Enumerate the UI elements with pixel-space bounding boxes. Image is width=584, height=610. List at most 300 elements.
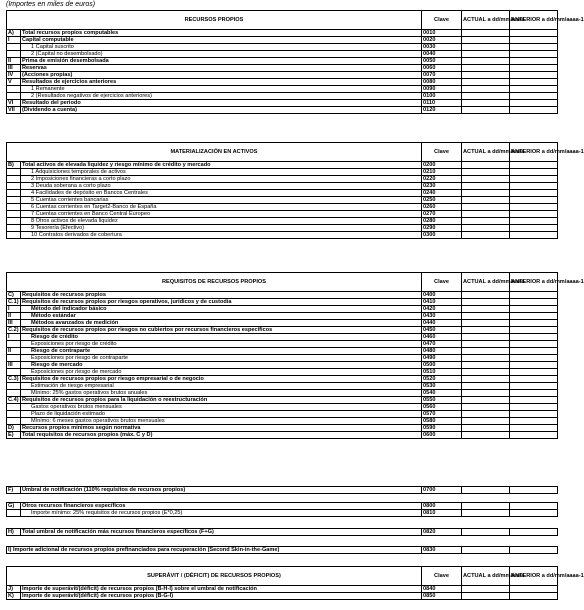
- row-code: 0470: [422, 341, 462, 348]
- recursos-propios-table: [6, 10, 584, 114]
- table-row: [7, 183, 558, 190]
- table-row: [7, 586, 558, 593]
- actual-value-cell[interactable]: [462, 306, 510, 313]
- actual-value-cell[interactable]: [462, 425, 510, 432]
- row-key: VI: [7, 100, 21, 107]
- row-description: Total requisitos de recursos propios (máx. C y D): [21, 432, 422, 439]
- row-code: 0060: [422, 65, 462, 72]
- actual-value-cell[interactable]: [462, 65, 510, 72]
- row-code: 0800: [422, 503, 462, 510]
- actual-value-cell[interactable]: [462, 93, 510, 100]
- table-row: [7, 510, 558, 517]
- row-code: 0810: [422, 510, 462, 517]
- row-code: 0230: [422, 183, 462, 190]
- row-key: II: [7, 348, 21, 355]
- anterior-value-cell[interactable]: [510, 162, 558, 169]
- table-row: [7, 369, 558, 376]
- clave-header: Clave: [422, 567, 462, 586]
- single-0-table: [6, 486, 558, 494]
- row-code: 0200: [422, 162, 462, 169]
- row-code: 0220: [422, 176, 462, 183]
- actual-value-cell[interactable]: [462, 232, 510, 239]
- row-key: D): [7, 425, 21, 432]
- row-code: 0010: [422, 30, 462, 37]
- row-code: 0830: [422, 547, 462, 554]
- row-description: Riesgo de crédito: [21, 334, 422, 341]
- table-row: [7, 218, 558, 225]
- row-key: [7, 169, 21, 176]
- row-description: Total recursos propios computables: [21, 30, 422, 37]
- actual-value-cell[interactable]: [462, 404, 510, 411]
- anterior-value-cell[interactable]: [510, 348, 558, 355]
- actual-value-cell[interactable]: [462, 432, 510, 439]
- actual-value-cell[interactable]: [462, 44, 510, 51]
- table-row: [7, 37, 558, 44]
- clave-header: Clave: [422, 143, 462, 162]
- table-row: [7, 327, 558, 334]
- row-key: II: [7, 58, 21, 65]
- actual-value-cell[interactable]: [462, 390, 510, 397]
- anterior-value-cell[interactable]: [510, 37, 558, 44]
- row-code: 0430: [422, 313, 462, 320]
- row-code: 0600: [422, 432, 462, 439]
- actual-value-cell[interactable]: [462, 529, 510, 536]
- row-key: [7, 383, 21, 390]
- actual-value-cell[interactable]: [462, 292, 510, 299]
- table-row: [7, 65, 558, 72]
- row-key: G): [7, 503, 21, 510]
- row-key: [7, 510, 21, 517]
- row-description: Mínimo: 25% gastos operativos brutos anuales: [21, 390, 422, 397]
- row-code: 0460: [422, 334, 462, 341]
- actual-value-cell[interactable]: [462, 100, 510, 107]
- anterior-value-cell[interactable]: [510, 292, 558, 299]
- row-code: 0540: [422, 390, 462, 397]
- row-code: 0420: [422, 306, 462, 313]
- row-key: [7, 197, 21, 204]
- table-row: [7, 204, 558, 211]
- row-key: [7, 341, 21, 348]
- actual-value-cell[interactable]: [462, 190, 510, 197]
- row-description: (Dividendo a cuenta): [21, 107, 422, 114]
- row-key: I: [7, 306, 21, 313]
- row-description: Riesgo de contraparte: [21, 348, 422, 355]
- table-row: [7, 411, 558, 418]
- row-key: J): [7, 586, 21, 593]
- row-code: 0820: [422, 529, 462, 536]
- anterior-value-cell[interactable]: [510, 503, 558, 510]
- actual-value-cell[interactable]: [462, 369, 510, 376]
- anterior-value-cell[interactable]: [510, 529, 558, 536]
- row-code: 0030: [422, 44, 462, 51]
- actual-value-cell[interactable]: [462, 79, 510, 86]
- anterior-value-cell[interactable]: [510, 397, 558, 404]
- row-key: [7, 190, 21, 197]
- table-row: [7, 348, 558, 355]
- table-row: [7, 306, 558, 313]
- actual-value-cell[interactable]: [462, 348, 510, 355]
- table-row: [7, 86, 558, 93]
- actual-value-cell[interactable]: [462, 397, 510, 404]
- row-description: 2 (Capital no desembolsado): [21, 51, 422, 58]
- row-key: [7, 232, 21, 239]
- row-code: 0510: [422, 369, 462, 376]
- table-row: [7, 376, 558, 383]
- actual-value-cell[interactable]: [462, 299, 510, 306]
- table-row: [7, 107, 558, 114]
- anterior-value-cell[interactable]: [510, 30, 558, 37]
- actual-value-cell[interactable]: [462, 169, 510, 176]
- row-key: [7, 51, 21, 58]
- actual-value-cell[interactable]: [462, 30, 510, 37]
- row-key: [7, 418, 21, 425]
- actual-value-cell[interactable]: [462, 355, 510, 362]
- row-description: Requisitos de recursos propios para la liquidación o reestructuración: [21, 397, 422, 404]
- actual-header: ACTUAL a dd/mm/aaaa: [462, 567, 510, 586]
- anterior-value-cell[interactable]: [510, 86, 558, 93]
- row-code: 0410: [422, 299, 462, 306]
- anterior-value-cell[interactable]: [510, 383, 558, 390]
- materializacion-title: MATERIALIZACIÓN EN ACTIVOS: [7, 143, 422, 162]
- table-row: [7, 397, 558, 404]
- row-description: Importe mínimo: 25% requisitos de recursos propios (E*0,25): [21, 510, 422, 517]
- anterior-value-cell[interactable]: [510, 72, 558, 79]
- table-row: [7, 432, 558, 439]
- actual-value-cell[interactable]: [462, 211, 510, 218]
- table-row: [7, 362, 558, 369]
- row-code: 0840: [422, 586, 462, 593]
- row-description: Métodos avanzados de medición: [21, 320, 422, 327]
- actual-value-cell[interactable]: [462, 327, 510, 334]
- row-code: 0480: [422, 348, 462, 355]
- actual-value-cell[interactable]: [462, 503, 510, 510]
- row-description: Importe de superávit/(déficit) de recursos propios (B-H-I) sobre el umbral de notificación: [21, 586, 422, 593]
- row-code: 0530: [422, 383, 462, 390]
- anterior-value-cell[interactable]: [510, 432, 558, 439]
- anterior-value-cell[interactable]: [510, 355, 558, 362]
- anterior-value-cell[interactable]: [510, 327, 558, 334]
- row-key: IV: [7, 72, 21, 79]
- row-code: 0300: [422, 232, 462, 239]
- actual-value-cell[interactable]: [462, 86, 510, 93]
- anterior-value-cell[interactable]: [510, 369, 558, 376]
- row-description: Exposiciones por riesgo de contraparte: [21, 355, 422, 362]
- actual-value-cell[interactable]: [462, 510, 510, 517]
- table-row: [7, 176, 558, 183]
- row-description: Resultado del periodo: [21, 100, 422, 107]
- row-description: Método del indicador básico: [21, 306, 422, 313]
- row-code: 0440: [422, 320, 462, 327]
- anterior-value-cell[interactable]: [510, 51, 558, 58]
- anterior-value-cell[interactable]: [510, 418, 558, 425]
- row-code: 0570: [422, 411, 462, 418]
- actual-header: ACTUAL a dd/mm/aaaa: [462, 273, 510, 292]
- row-code: 0520: [422, 376, 462, 383]
- row-code: 0560: [422, 404, 462, 411]
- row-code: 0450: [422, 327, 462, 334]
- anterior-value-cell[interactable]: [510, 334, 558, 341]
- row-description: Umbral de notificación (110% requisitos de recursos propios): [21, 487, 422, 494]
- anterior-value-cell[interactable]: [510, 320, 558, 327]
- row-key: III: [7, 320, 21, 327]
- table-row: [7, 487, 558, 494]
- row-key: [7, 411, 21, 418]
- row-code: 0260: [422, 204, 462, 211]
- anterior-value-cell[interactable]: [510, 190, 558, 197]
- anterior-value-cell[interactable]: [510, 107, 558, 114]
- anterior-value-cell[interactable]: [510, 306, 558, 313]
- table-row: [7, 313, 558, 320]
- actual-value-cell[interactable]: [462, 341, 510, 348]
- recursos-propios-title: RECURSOS PROPIOS: [7, 11, 422, 30]
- row-key: [7, 93, 21, 100]
- row-code: 0020: [422, 37, 462, 44]
- materializacion-table: [6, 142, 584, 239]
- row-key: [7, 86, 21, 93]
- row-key: F): [7, 487, 21, 494]
- actual-value-cell[interactable]: [462, 320, 510, 327]
- anterior-value-cell[interactable]: [510, 425, 558, 432]
- row-key: [7, 390, 21, 397]
- single-2-table: [6, 528, 558, 536]
- table-row: [7, 51, 558, 58]
- row-key: C.4): [8, 397, 19, 403]
- row-description: Requisitos de recursos propios por riesgo empresarial o de negocio: [21, 376, 422, 383]
- actual-value-cell[interactable]: [462, 176, 510, 183]
- single-1-table: [6, 502, 558, 517]
- row-code: 0100: [422, 93, 462, 100]
- anterior-value-cell[interactable]: [510, 65, 558, 72]
- anterior-value-cell[interactable]: [510, 169, 558, 176]
- superavit-title: SUPERÁVIT / (DÉFICIT) DE RECURSOS PROPIOS): [7, 567, 422, 586]
- actual-value-cell[interactable]: [462, 418, 510, 425]
- actual-value-cell[interactable]: [462, 183, 510, 190]
- anterior-value-cell[interactable]: [510, 211, 558, 218]
- table-row: [7, 299, 558, 306]
- table-row: [7, 418, 558, 425]
- single-3-table: [6, 546, 558, 554]
- table-row: [7, 44, 558, 51]
- row-code: 0700: [422, 487, 462, 494]
- row-key: [7, 204, 21, 211]
- table-row: [7, 529, 558, 536]
- row-description: 7 Cuentas corrientes en Banco Central Europeo: [21, 211, 422, 218]
- table-row: [7, 232, 558, 239]
- row-key: III: [7, 362, 21, 369]
- anterior-value-cell[interactable]: [510, 204, 558, 211]
- table-row: [7, 197, 558, 204]
- actual-value-cell[interactable]: [462, 37, 510, 44]
- row-key: C.1): [8, 299, 19, 305]
- actual-value-cell[interactable]: [462, 362, 510, 369]
- row-description: Capital computable: [21, 37, 422, 44]
- anterior-value-cell[interactable]: [510, 44, 558, 51]
- table-row: [7, 72, 558, 79]
- row-key: [7, 369, 21, 376]
- actual-value-cell[interactable]: [462, 593, 510, 600]
- actual-value-cell[interactable]: [462, 107, 510, 114]
- row-key: I: [7, 37, 21, 44]
- row-description: 4 Facilidades de depósito en Bancos Centrales: [21, 190, 422, 197]
- actual-header: ACTUAL a dd/mm/aaaa: [462, 11, 510, 30]
- row-code: 0500: [422, 362, 462, 369]
- row-key: VII: [7, 107, 21, 114]
- row-key: C.2): [8, 327, 19, 333]
- row-description: Total activos de elevada liquidez y riesgo mínimo de crédito y mercado: [21, 162, 422, 169]
- row-code: 0550: [422, 397, 462, 404]
- table-row: [7, 547, 558, 554]
- actual-value-cell[interactable]: [462, 376, 510, 383]
- anterior-value-cell[interactable]: [510, 411, 558, 418]
- actual-value-cell[interactable]: [462, 204, 510, 211]
- actual-value-cell[interactable]: [462, 334, 510, 341]
- actual-value-cell[interactable]: [462, 58, 510, 65]
- row-key: [7, 211, 21, 218]
- anterior-value-cell[interactable]: [510, 341, 558, 348]
- row-description: Total umbral de notificación más recursos financieros específicos (F+G): [21, 529, 422, 536]
- row-description: Exposiciones por riesgo de mercado: [21, 369, 422, 376]
- row-key: [7, 218, 21, 225]
- anterior-value-cell[interactable]: [510, 232, 558, 239]
- units-note: (Importes en miles de euros): [6, 1, 96, 8]
- row-description: Recursos propios mínimos según normativa: [21, 425, 422, 432]
- anterior-value-cell[interactable]: [510, 197, 558, 204]
- row-description: 10 Contratos derivados de cobertura: [21, 232, 422, 239]
- anterior-value-cell[interactable]: [510, 510, 558, 517]
- table-row: [7, 503, 558, 510]
- anterior-value-cell[interactable]: [510, 183, 558, 190]
- row-code: 0590: [422, 425, 462, 432]
- anterior-value-cell[interactable]: [510, 593, 558, 600]
- row-key: E): [7, 432, 21, 439]
- row-key: III: [7, 65, 21, 72]
- table-row: [7, 334, 558, 341]
- row-description: 1 Capital suscrito: [21, 44, 422, 51]
- actual-value-cell[interactable]: [462, 487, 510, 494]
- table-row: [7, 93, 558, 100]
- table-row: [7, 190, 558, 197]
- row-description: Requisitos de recursos propios por riesgos no cubiertos por recursos financieros específicos: [21, 327, 422, 334]
- table-row: [7, 593, 558, 600]
- actual-value-cell[interactable]: [462, 225, 510, 232]
- row-key: V: [7, 79, 21, 86]
- row-code: 0580: [422, 418, 462, 425]
- actual-value-cell[interactable]: [462, 586, 510, 593]
- anterior-value-cell[interactable]: [510, 79, 558, 86]
- row-description: Importe de superávit/(déficit) de recursos propios (B-G-I): [21, 593, 422, 600]
- row-key: I: [7, 334, 21, 341]
- row-code: 0120: [422, 107, 462, 114]
- row-code: 0110: [422, 100, 462, 107]
- anterior-value-cell[interactable]: [510, 176, 558, 183]
- row-description: Requisitos de recursos propios: [21, 292, 422, 299]
- table-row: [7, 383, 558, 390]
- actual-value-cell[interactable]: [462, 383, 510, 390]
- row-code: 0080: [422, 79, 462, 86]
- anterior-value-cell[interactable]: [510, 299, 558, 306]
- actual-value-cell[interactable]: [462, 218, 510, 225]
- anterior-value-cell[interactable]: [510, 390, 558, 397]
- anterior-value-cell[interactable]: [510, 404, 558, 411]
- row-key: II: [7, 313, 21, 320]
- row-code: 0270: [422, 211, 462, 218]
- actual-value-cell[interactable]: [462, 51, 510, 58]
- row-description: Resultados de ejercicios anteriores: [21, 79, 422, 86]
- row-key: A): [7, 30, 21, 37]
- row-key: C): [7, 292, 21, 299]
- anterior-value-cell[interactable]: [510, 225, 558, 232]
- row-code: 0070: [422, 72, 462, 79]
- table-row: [7, 211, 558, 218]
- row-key: [7, 44, 21, 51]
- table-row: [7, 292, 558, 299]
- anterior-value-cell[interactable]: [510, 487, 558, 494]
- row-description: Prima de emisión desembolsada: [21, 58, 422, 65]
- anterior-header: ANTERIOR a dd/mm/aaaa-1: [510, 567, 558, 586]
- anterior-value-cell[interactable]: [510, 376, 558, 383]
- row-description: Gastos operativos brutos mensuales: [21, 404, 422, 411]
- table-row: [7, 162, 558, 169]
- anterior-header: ANTERIOR a dd/mm/aaaa-1: [510, 273, 558, 292]
- row-code: 0090: [422, 86, 462, 93]
- row-description: Estimación de riesgo empresarial: [21, 383, 422, 390]
- row-code: 0400: [422, 292, 462, 299]
- table-row: [7, 100, 558, 107]
- anterior-value-cell[interactable]: [510, 586, 558, 593]
- table-row: [7, 58, 558, 65]
- anterior-value-cell[interactable]: [510, 58, 558, 65]
- anterior-header: ANTERIOR a dd/mm/aaaa-1: [510, 11, 558, 30]
- anterior-header: ANTERIOR a dd/mm/aaaa-1: [510, 143, 558, 162]
- row-description: Requisitos de recursos propios por riesgos operativos, jurídicos y de custodia: [21, 299, 422, 306]
- table-row: [7, 341, 558, 348]
- table-row: [7, 225, 558, 232]
- row-code: 0850: [422, 593, 462, 600]
- anterior-value-cell[interactable]: [510, 93, 558, 100]
- row-description: 1 Remanente: [21, 86, 422, 93]
- table-row: [7, 390, 558, 397]
- row-code: 0040: [422, 51, 462, 58]
- row-key: K): [7, 593, 21, 600]
- actual-value-cell[interactable]: [462, 313, 510, 320]
- actual-value-cell[interactable]: [462, 547, 510, 554]
- row-code: 0280: [422, 218, 462, 225]
- row-description: 2 Imposiciones financieras a corto plazo: [21, 176, 422, 183]
- clave-header: Clave: [422, 11, 462, 30]
- row-description: Método estándar: [21, 313, 422, 320]
- table-row: [7, 404, 558, 411]
- actual-value-cell[interactable]: [462, 162, 510, 169]
- row-key: [7, 176, 21, 183]
- anterior-value-cell[interactable]: [510, 100, 558, 107]
- table-row: [7, 425, 558, 432]
- row-key: B): [7, 162, 21, 169]
- anterior-value-cell[interactable]: [510, 362, 558, 369]
- anterior-value-cell[interactable]: [510, 313, 558, 320]
- actual-value-cell[interactable]: [462, 72, 510, 79]
- row-description: 3 Deuda soberana a corto plazo: [21, 183, 422, 190]
- actual-value-cell[interactable]: [462, 411, 510, 418]
- row-code: 0240: [422, 190, 462, 197]
- anterior-value-cell[interactable]: [510, 218, 558, 225]
- row-code: 0250: [422, 197, 462, 204]
- row-description: 1 Adquisiciones temporales de activos: [21, 169, 422, 176]
- row-description: 9 Tesorería (Efectivo): [21, 225, 422, 232]
- actual-value-cell[interactable]: [462, 197, 510, 204]
- row-key: H): [7, 529, 21, 536]
- anterior-value-cell[interactable]: [510, 547, 558, 554]
- row-key: [7, 225, 21, 232]
